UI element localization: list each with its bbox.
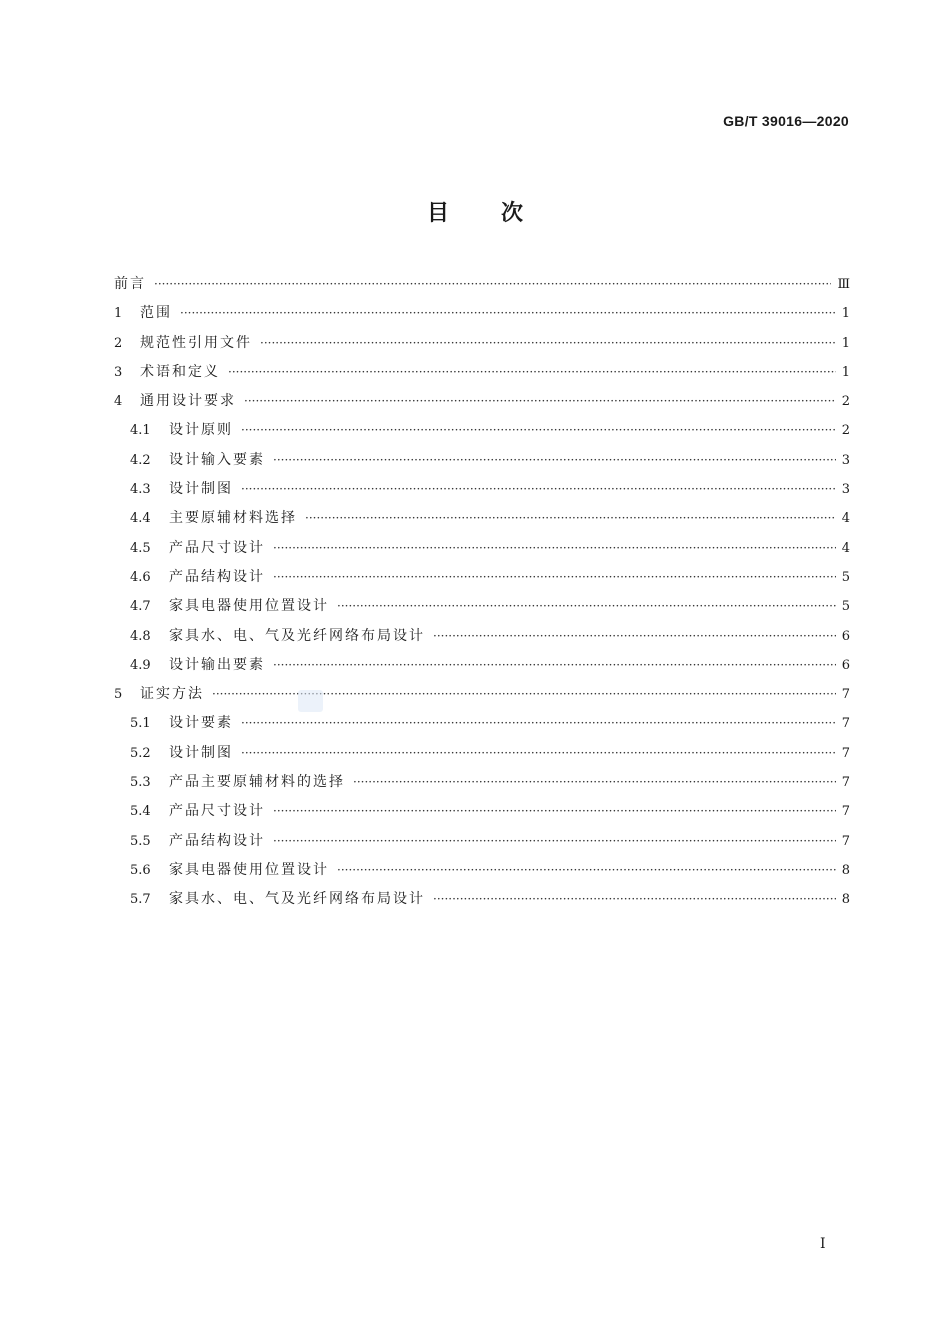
toc-entry-page: 5 [841, 599, 850, 615]
toc-entry[interactable] [114, 387, 850, 416]
toc-entry-number: 3 [114, 364, 123, 380]
toc-leader-dots [154, 270, 831, 299]
toc-entry-title: 家具水、电、气及光纤网络布局设计 [169, 891, 425, 908]
toc-leader-dots [260, 329, 836, 358]
toc-entry-number: 5.7 [130, 892, 151, 908]
standard-code: GB/T 39016—2020 [723, 113, 849, 129]
toc-leader-dots [273, 827, 836, 856]
toc-leader-dots [241, 709, 836, 738]
toc-entry-page: 7 [841, 687, 850, 703]
toc-entry-page: 7 [841, 745, 850, 761]
toc-entry-number: 4.6 [130, 569, 151, 585]
toc-entry-page: 3 [841, 452, 850, 468]
toc-entry-title: 产品主要原辅材料的选择 [169, 774, 345, 791]
toc-entry-title: 产品尺寸设计 [169, 803, 265, 820]
toc-entry-title: 术语和定义 [140, 363, 220, 380]
toc-entry[interactable] [114, 504, 850, 533]
toc-entry-title: 设计原则 [169, 422, 233, 439]
toc-entry[interactable] [114, 446, 850, 475]
toc-entry[interactable] [114, 797, 850, 826]
toc-leader-dots [273, 797, 836, 826]
toc-entry-title: 设计制图 [169, 481, 233, 498]
toc-entry[interactable] [114, 768, 850, 797]
toc-entry-number: 4.9 [130, 657, 151, 673]
toc-entry-title: 产品尺寸设计 [169, 539, 265, 556]
toc-entry-page: 1 [841, 364, 850, 380]
toc-entry-number: 2 [114, 335, 123, 351]
toc-entry[interactable] [114, 651, 850, 680]
toc-entry-title: 家具水、电、气及光纤网络布局设计 [169, 627, 425, 644]
toc-entry[interactable] [114, 534, 850, 563]
toc-leader-dots [180, 299, 836, 328]
toc-entry-page: 4 [841, 540, 850, 556]
toc-entry-page: 7 [841, 804, 850, 820]
toc-entry-page: 2 [841, 423, 850, 439]
toc-entry[interactable] [114, 709, 850, 738]
toc-entry[interactable] [114, 329, 850, 358]
toc-entry-page: 1 [841, 335, 850, 351]
toc-entry-number: 4.2 [130, 452, 151, 468]
page-title: 目次 [426, 201, 575, 226]
toc-entry[interactable] [114, 739, 850, 768]
toc-leader-dots [433, 885, 836, 914]
toc-entry-title: 设计输出要素 [169, 656, 265, 673]
toc-leader-dots [337, 592, 836, 621]
toc-leader-dots [337, 856, 836, 885]
toc-entry-title: 规范性引用文件 [140, 334, 252, 351]
toc-entry-title: 范围 [140, 305, 172, 322]
toc-entry-title: 设计输入要素 [169, 451, 265, 468]
toc-entry[interactable] [114, 475, 850, 504]
toc-entry-title: 通用设计要求 [140, 393, 236, 410]
toc-entry[interactable] [114, 856, 850, 885]
toc-entry-page: 2 [841, 394, 850, 410]
watermark-logo [298, 690, 323, 712]
toc-entry-number: 4.4 [130, 511, 151, 527]
toc-leader-dots [433, 622, 836, 651]
toc-leader-dots [241, 416, 836, 445]
toc-entry-title: 家具电器使用位置设计 [169, 861, 329, 878]
toc-entry-page: 8 [841, 892, 850, 908]
toc-entry-page: 6 [841, 657, 850, 673]
toc-leader-dots [273, 534, 836, 563]
toc-entry-title: 产品结构设计 [169, 568, 265, 585]
toc-entry[interactable] [114, 416, 850, 445]
toc-entry[interactable] [114, 885, 850, 914]
toc-entry-number: 4.3 [130, 482, 151, 498]
toc-entry-number: 5.4 [130, 804, 151, 820]
toc-entry[interactable] [114, 827, 850, 856]
toc-entry-title: 证实方法 [140, 686, 204, 703]
toc-entry-title: 家具电器使用位置设计 [169, 598, 329, 615]
toc-leader-dots [241, 739, 836, 768]
toc-entry-number: 5.5 [130, 833, 151, 849]
toc-entry[interactable] [114, 563, 850, 592]
toc-entry-number: 4.8 [130, 628, 151, 644]
toc-entry[interactable] [114, 358, 850, 387]
toc-entry-number: 1 [114, 306, 123, 322]
toc-leader-dots [305, 504, 836, 533]
toc-entry-number: 5 [114, 687, 123, 703]
toc-entry[interactable] [114, 622, 850, 651]
toc-entry-number: 5.3 [130, 775, 151, 791]
toc-entry-page: 7 [841, 833, 850, 849]
toc-entry-page: 4 [841, 511, 850, 527]
toc-entry-number: 5.2 [130, 745, 151, 761]
toc-entry-number: 4.5 [130, 540, 151, 556]
toc-entry-number: 4.7 [130, 599, 151, 615]
toc-leader-dots [273, 446, 836, 475]
toc-entry-title: 产品结构设计 [169, 832, 265, 849]
toc-entry-page: 7 [841, 775, 850, 791]
toc-entry-page: 6 [841, 628, 850, 644]
toc-entry-title: 前言 [114, 276, 146, 292]
toc-leader-dots [273, 651, 836, 680]
toc-entry-page: 3 [841, 482, 850, 498]
toc-entry-number: 5.1 [130, 716, 151, 732]
toc-entry-title: 主要原辅材料选择 [169, 510, 297, 527]
toc-entry-number: 4.1 [130, 423, 151, 439]
toc-entry-title: 设计制图 [169, 744, 233, 761]
toc-entry-page: Ⅲ [837, 277, 850, 292]
toc-leader-dots [241, 475, 836, 504]
toc-entry-page: 7 [841, 716, 850, 732]
page-number: I [820, 1236, 826, 1252]
toc-entry[interactable] [114, 592, 850, 621]
toc-leader-dots [228, 358, 836, 387]
toc-entry-page: 8 [841, 862, 850, 878]
toc-entry[interactable] [114, 299, 850, 328]
toc-entry[interactable] [114, 680, 850, 709]
toc-leader-dots [353, 768, 836, 797]
toc-entry-number: 5.6 [130, 862, 151, 878]
toc-leader-dots [244, 387, 836, 416]
toc-entry-page: 1 [841, 306, 850, 322]
toc-entry[interactable] [114, 270, 850, 299]
table-of-contents [114, 270, 850, 915]
toc-entry-number: 4 [114, 394, 123, 410]
toc-entry-page: 5 [841, 569, 850, 585]
toc-entry-title: 设计要素 [169, 715, 233, 732]
toc-leader-dots [273, 563, 836, 592]
